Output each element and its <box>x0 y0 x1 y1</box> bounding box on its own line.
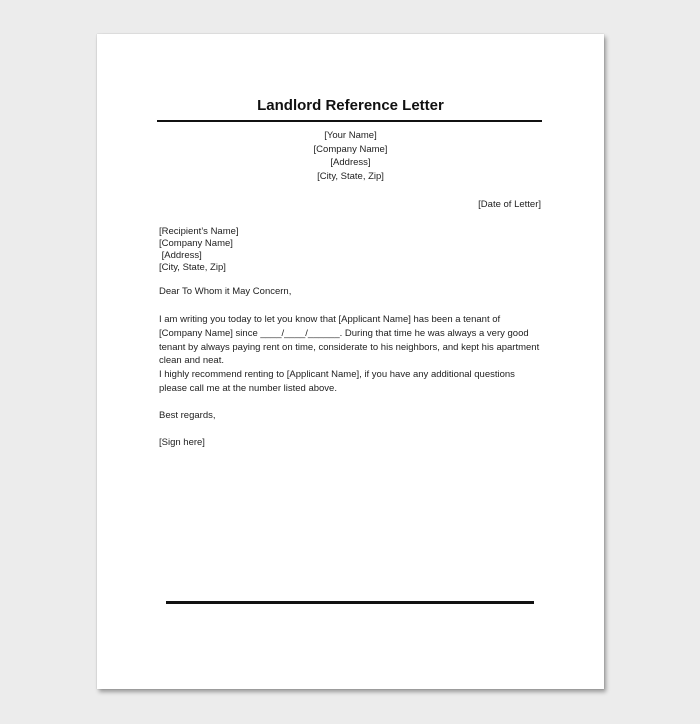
letter-date: [Date of Letter] <box>478 199 541 210</box>
body-paragraph-1: I am writing you today to let you know that [Applicant Name] has been a tenant of [Company Name] since ____/____/______. During that time he was always a very good tenant by always paying rent on time, considerate to his neighbors, and kept his apartment clean and neat. <box>159 314 540 367</box>
letter-page <box>97 34 604 689</box>
sender-block <box>97 129 604 184</box>
sender-city-state-zip: [City, State, Zip] <box>317 171 384 183</box>
recipient-address: [Address] <box>159 250 202 261</box>
sender-company: [Company Name] <box>313 143 388 155</box>
footer-divider <box>166 601 534 604</box>
recipient-name: [Recipient’s Name] <box>159 226 239 237</box>
recipient-block <box>159 226 239 274</box>
title-divider <box>157 120 542 122</box>
body-paragraph-2: I highly recommend renting to [Applicant Name], if you have any additional questions please call me at the number listed above. <box>159 369 515 394</box>
sender-address: [Address] <box>330 157 371 169</box>
sender-name: [Your Name] <box>324 130 377 141</box>
recipient-city-state-zip: [City, State, Zip] <box>159 262 226 273</box>
document-title: Landlord Reference Letter <box>257 97 444 114</box>
closing: Best regards, <box>159 410 216 421</box>
signature-placeholder: [Sign here] <box>159 437 205 448</box>
recipient-company: [Company Name] <box>159 238 233 249</box>
salutation: Dear To Whom it May Concern, <box>159 286 292 297</box>
